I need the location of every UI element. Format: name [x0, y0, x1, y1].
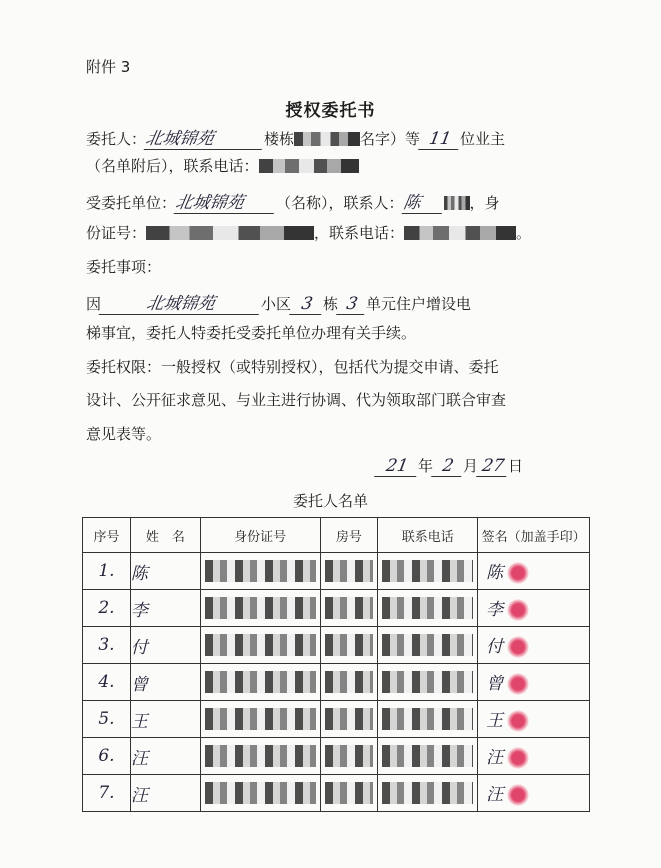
document-title: 授权委托书 — [285, 101, 376, 121]
row-index: 7. — [83, 775, 131, 812]
handwritten-month: 2 — [431, 456, 465, 477]
fingerprint-seal — [507, 673, 529, 695]
table-row — [83, 590, 590, 627]
principal-label: 委托人： — [86, 130, 147, 148]
handwritten-unit-no: 3 — [336, 294, 368, 315]
row-signature: 汪 — [478, 738, 590, 775]
period: 。 — [516, 224, 532, 242]
line-principal — [86, 124, 505, 150]
month-label: 月 — [463, 457, 479, 475]
handwritten-day: 27 — [476, 456, 510, 477]
name-suffix: 名字）等 — [360, 130, 421, 148]
header-id: 身份证号 — [200, 518, 320, 553]
handwritten-contact: 陈 — [401, 188, 446, 214]
header-index: 序号 — [83, 518, 131, 553]
day-label: 日 — [508, 457, 524, 475]
row-room-redacted — [320, 627, 378, 664]
row-id-redacted — [200, 553, 320, 590]
row-index: 1. — [83, 553, 131, 590]
phone-label: （名单附后），联系电话： — [86, 157, 259, 175]
owner-label: 位业主 — [460, 130, 506, 148]
table-row — [83, 775, 590, 812]
header-phone: 联系电话 — [378, 518, 478, 553]
row-name: 汪 — [130, 738, 200, 775]
table-row — [83, 738, 590, 775]
row-signature: 付 — [478, 627, 590, 664]
authority-scope-2: 设计、公开征求意见、与业主进行协调、代为领取部门联合审查 — [86, 391, 507, 409]
redacted-id — [146, 226, 314, 240]
row-room-redacted — [320, 775, 378, 812]
line-agent — [86, 188, 500, 214]
row-signature: 曾 — [478, 664, 590, 701]
fingerprint-seal — [507, 599, 529, 621]
row-signature: 李 — [478, 590, 590, 627]
row-room-redacted — [320, 738, 378, 775]
year-label: 年 — [418, 457, 434, 475]
agent-label: 受委托单位： — [86, 194, 177, 212]
row-phone-redacted — [378, 553, 478, 590]
contact-label: （名称），联系人： — [276, 194, 404, 212]
row-id-redacted — [200, 701, 320, 738]
table-row — [83, 553, 590, 590]
table-row — [83, 627, 590, 664]
row-index: 5. — [83, 701, 131, 738]
redacted-agent-phone — [404, 226, 516, 240]
row-phone-redacted — [378, 701, 478, 738]
table-row — [83, 701, 590, 738]
row-id-redacted — [200, 738, 320, 775]
row-signature: 汪 — [478, 775, 590, 812]
row-index: 3. — [83, 627, 131, 664]
line-matters — [86, 289, 471, 315]
fingerprint-seal — [507, 562, 529, 584]
id-prefix: ，身 — [469, 194, 500, 212]
redacted-phone — [259, 159, 359, 173]
handwritten-community: 北城锦苑 — [144, 124, 267, 150]
row-name: 陈 — [130, 553, 200, 590]
row-phone-redacted — [378, 775, 478, 812]
row-name: 李 — [130, 590, 200, 627]
building-label: 楼栋 — [264, 130, 295, 148]
row-index: 4. — [83, 664, 131, 701]
handwritten-community-2: 北城锦苑 — [99, 289, 264, 315]
line-principal-phone — [86, 155, 359, 176]
row-room-redacted — [320, 553, 378, 590]
row-phone-redacted — [378, 664, 478, 701]
row-phone-redacted — [378, 627, 478, 664]
row-id-redacted — [200, 590, 320, 627]
row-name: 王 — [130, 701, 200, 738]
header-signature: 签名（加盖手印） — [478, 518, 590, 553]
id-label: 份证号： — [86, 224, 147, 242]
row-index: 2. — [83, 590, 131, 627]
elevator-text: 单元住户增设电 — [366, 295, 472, 313]
table-row — [83, 664, 590, 701]
row-id-redacted — [200, 627, 320, 664]
handwritten-building-no: 3 — [289, 294, 325, 315]
authority-scope-3: 意见表等。 — [86, 425, 162, 443]
fingerprint-seal — [507, 636, 529, 658]
table-header-row — [83, 518, 590, 553]
row-id-redacted — [200, 664, 320, 701]
line-agent-id — [86, 222, 531, 243]
row-id-redacted — [200, 775, 320, 812]
principal-list-title: 委托人名单 — [292, 492, 368, 510]
matters-label: 委托事项： — [86, 258, 162, 276]
handwritten-owner-count: 11 — [418, 129, 462, 150]
handwritten-agent-unit: 北城锦苑 — [174, 188, 279, 214]
row-phone-redacted — [378, 738, 478, 775]
because-label: 因 — [86, 295, 102, 313]
redacted-contact — [444, 196, 470, 210]
row-name: 汪 — [130, 775, 200, 812]
matters-continued: 梯事宜，委托人特委托受委托单位办理有关手续。 — [86, 324, 417, 342]
fingerprint-seal — [507, 784, 529, 806]
handwritten-year: 21 — [374, 456, 420, 477]
row-name: 付 — [130, 627, 200, 664]
fingerprint-seal — [507, 710, 529, 732]
row-room-redacted — [320, 664, 378, 701]
row-name: 曾 — [130, 664, 200, 701]
signing-date — [376, 455, 523, 477]
row-phone-redacted — [378, 590, 478, 627]
header-room: 房号 — [320, 518, 378, 553]
row-signature: 王 — [478, 701, 590, 738]
dong-label: 栋 — [323, 295, 339, 313]
row-index: 6. — [83, 738, 131, 775]
header-name: 姓 名 — [130, 518, 200, 553]
authority-scope: 委托权限：一般授权（或特别授权），包括代为提交申请、委托 — [86, 358, 499, 376]
agent-phone-label: ，联系电话： — [314, 224, 405, 242]
principal-table — [82, 517, 590, 812]
row-signature: 陈 — [478, 553, 590, 590]
row-room-redacted — [320, 701, 378, 738]
row-room-redacted — [320, 590, 378, 627]
xiaoqu-label: 小区 — [261, 295, 292, 313]
attachment-label: 附件 3 — [86, 58, 131, 76]
fingerprint-seal — [507, 747, 529, 769]
redacted-name — [294, 132, 360, 146]
